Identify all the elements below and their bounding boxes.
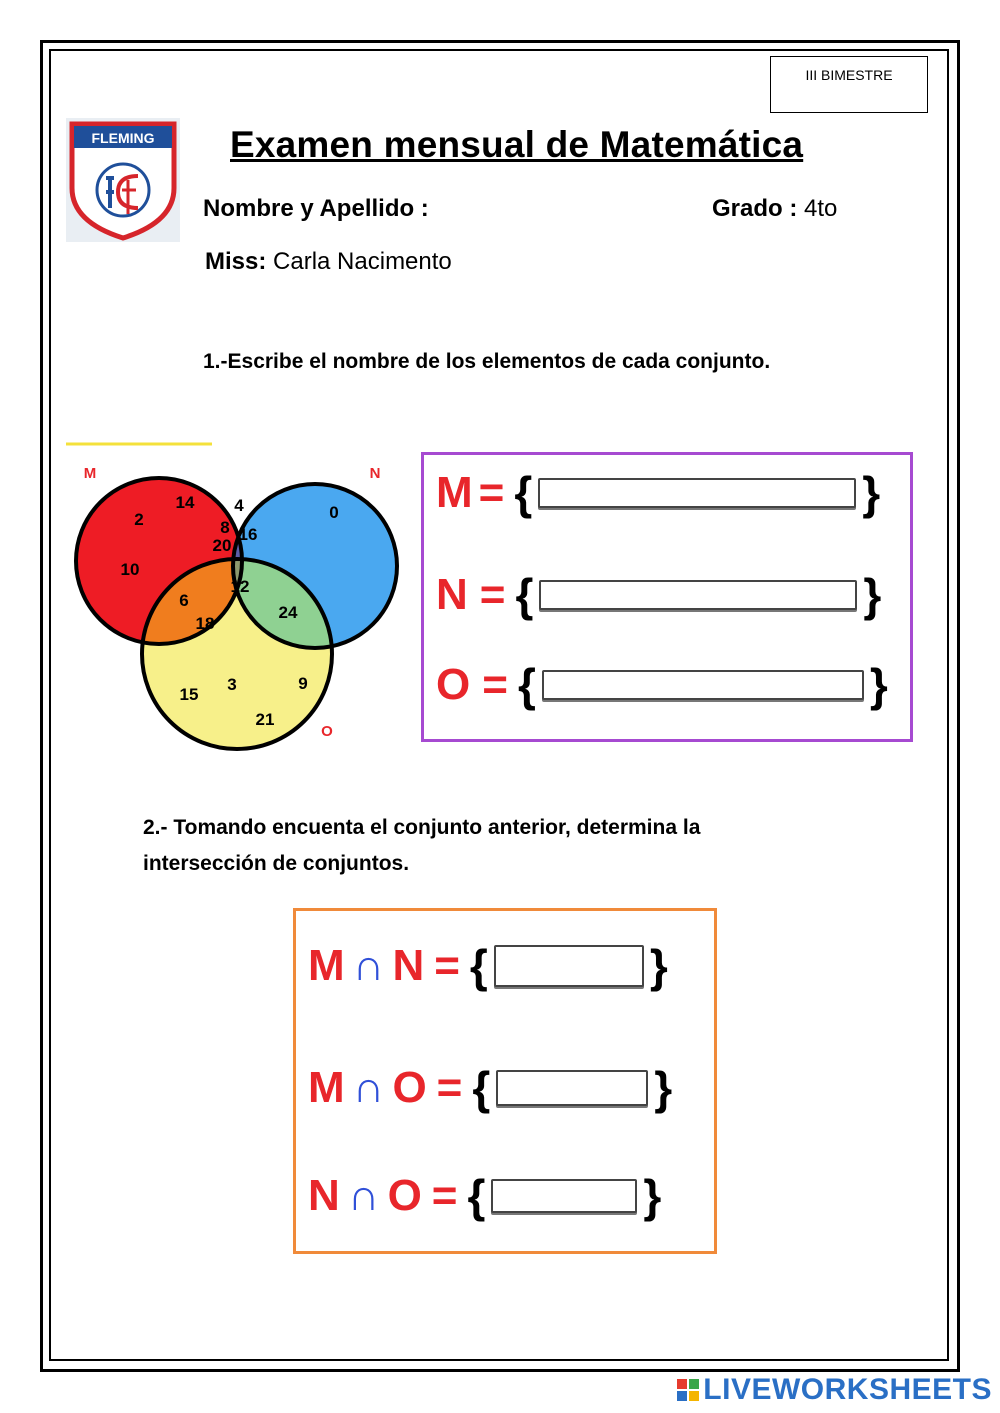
set-name: O	[436, 660, 471, 709]
logo-text: FLEMING	[91, 130, 155, 146]
venn-element: 15	[179, 685, 199, 704]
set-n-input[interactable]	[539, 580, 857, 610]
equals-sign: =	[482, 660, 508, 709]
venn-element: 8	[220, 518, 230, 537]
venn-element: 10	[120, 560, 140, 579]
inter-row-mo	[308, 1063, 672, 1113]
venn-element: 16	[238, 525, 258, 544]
teacher-label: Miss:	[205, 248, 267, 275]
set-a: M	[308, 941, 345, 990]
set-m-input[interactable]	[538, 478, 856, 508]
close-brace: }	[863, 569, 882, 621]
grade-row	[712, 195, 837, 223]
venn-element: 14	[175, 493, 195, 512]
set-name: N	[436, 570, 468, 619]
venn-label-m: M	[83, 465, 97, 482]
venn-element: 3	[227, 675, 237, 694]
footer-brand[interactable]	[677, 1373, 992, 1407]
open-brace: {	[467, 1170, 486, 1222]
equals-sign: =	[434, 941, 460, 990]
venn-element: 4	[234, 496, 244, 515]
intersection-answer-box	[293, 908, 717, 1254]
venn-label-n: N	[369, 465, 381, 482]
set-a: M	[308, 1063, 345, 1112]
venn-element: 2	[134, 510, 144, 529]
school-logo	[66, 118, 180, 242]
equals-sign: =	[431, 1171, 458, 1220]
name-row	[203, 195, 429, 223]
question-2-text	[143, 810, 700, 882]
question-1-text: 1.-Escribe el nombre de los elementos de cada conjunto.	[203, 350, 771, 373]
teacher-value: Carla Nacimento	[273, 248, 452, 275]
equals-sign: =	[436, 1063, 463, 1112]
venn-label-o: O	[321, 723, 333, 740]
bimestre-box: III BIMESTRE	[770, 56, 928, 113]
teacher-row	[205, 248, 452, 276]
venn-element: 18	[195, 614, 215, 633]
intersection-icon: ∩	[352, 1063, 385, 1112]
close-brace: }	[869, 659, 888, 711]
close-brace: }	[862, 467, 881, 519]
venn-element: 21	[255, 710, 275, 729]
equals-sign: =	[478, 468, 505, 517]
venn-element: 12	[230, 577, 250, 596]
open-brace: {	[472, 1062, 491, 1114]
inter-row-mn	[308, 941, 668, 991]
set-a: N	[308, 1171, 340, 1220]
intersection-icon: ∩	[352, 941, 385, 990]
grade-label: Grado :	[712, 195, 798, 222]
question-2-line-2: intersección de conjuntos.	[143, 852, 410, 875]
footer-brand-text: LIVEWORKSHEETS	[703, 1373, 992, 1406]
set-b: O	[387, 1171, 422, 1220]
set-row-o	[436, 660, 888, 710]
set-o-input[interactable]	[542, 670, 864, 700]
venn-diagram	[62, 440, 407, 755]
open-brace: {	[515, 569, 534, 621]
set-row-m	[436, 468, 880, 518]
venn-element: 24	[278, 603, 298, 622]
close-brace: }	[649, 940, 668, 992]
question-2-line-1: 2.- Tomando encuenta el conjunto anterior, determina la	[143, 816, 701, 839]
intersection-icon: ∩	[347, 1171, 380, 1220]
grade-value: 4to	[804, 195, 838, 222]
m-inter-n-input[interactable]	[494, 945, 644, 987]
close-brace: }	[643, 1170, 662, 1222]
set-b: N	[392, 941, 425, 990]
liveworksheets-logo-icon	[677, 1375, 699, 1397]
set-b: O	[392, 1063, 427, 1112]
venn-element: 9	[298, 674, 308, 693]
m-inter-o-input[interactable]	[496, 1070, 648, 1106]
equals-sign: =	[479, 570, 506, 619]
venn-element: 6	[179, 591, 189, 610]
n-inter-o-input[interactable]	[491, 1179, 637, 1213]
set-row-n	[436, 570, 881, 620]
close-brace: }	[654, 1062, 673, 1114]
open-brace: {	[514, 467, 533, 519]
page-title: Examen mensual de Matemática	[230, 124, 804, 165]
open-brace: {	[469, 940, 488, 992]
venn-element: 0	[329, 503, 339, 522]
venn-element: 20	[212, 536, 232, 555]
name-label: Nombre y Apellido :	[203, 195, 429, 222]
set-name: M	[436, 468, 473, 517]
inter-row-no	[308, 1171, 661, 1221]
open-brace: {	[517, 659, 536, 711]
sets-answer-box	[421, 452, 913, 742]
